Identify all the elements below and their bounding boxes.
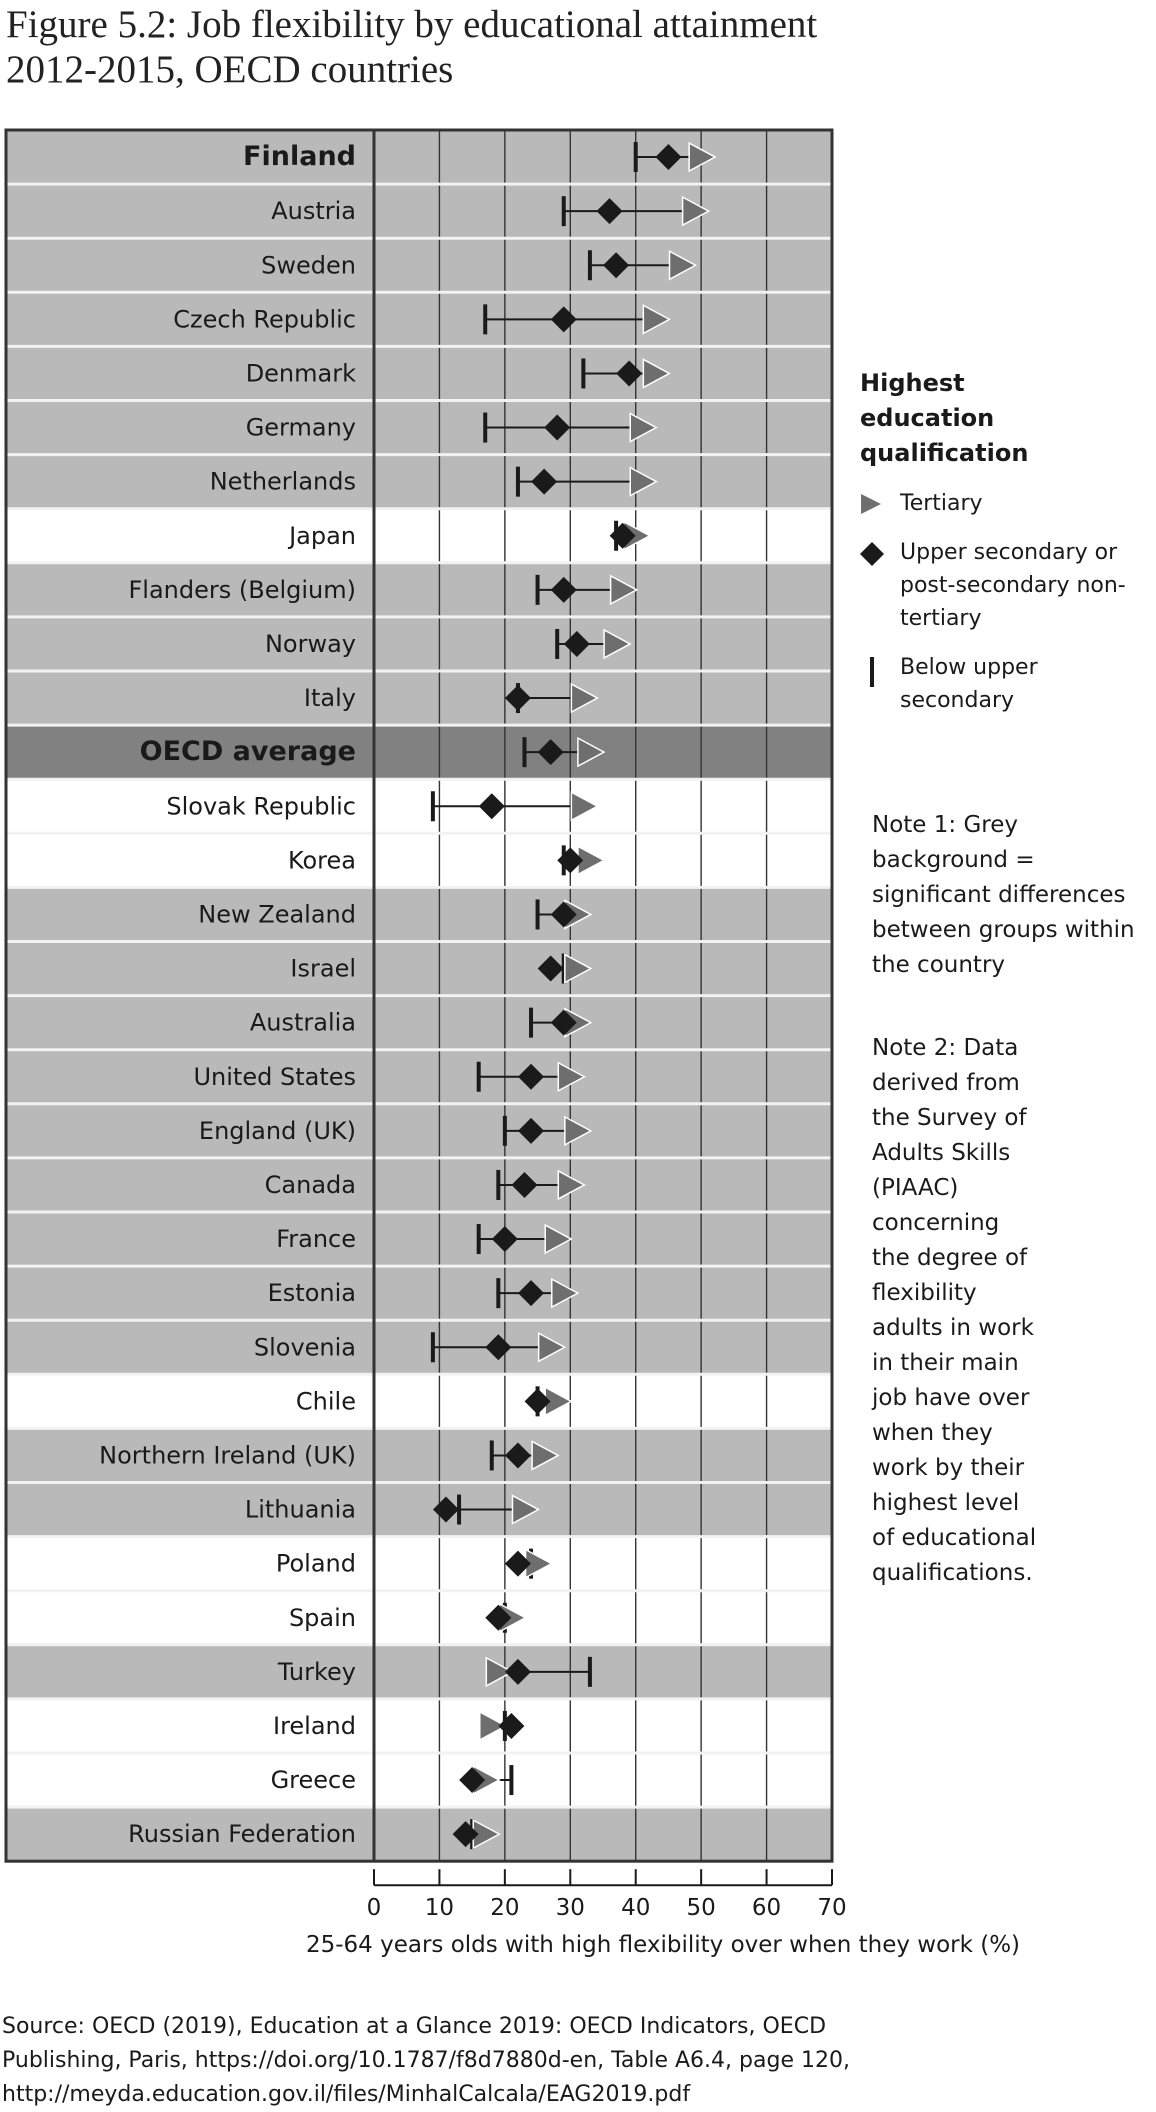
country-label: Czech Republic [173,305,356,334]
marker-below-upper-secondary [483,413,487,443]
row-background [6,455,832,509]
x-tick-label: 40 [621,1895,651,1922]
x-axis-label: 25-64 years olds with high flexibility over when they work (%) [305,1932,1021,1959]
row-background [6,1158,832,1212]
row-background [6,292,832,346]
x-tick-label: 60 [751,1895,782,1922]
country-label: Korea [287,846,356,875]
source-line-2: Publishing, Paris, https://doi.org/10.1787/f8d7880d-en, Table A6.4, page 120, [2,2048,850,2073]
marker-below-upper-secondary [477,1062,481,1092]
country-label: Sweden [261,251,356,280]
row-background [6,725,832,779]
marker-below-upper-secondary [634,142,638,172]
marker-below-upper-secondary [431,1332,435,1362]
country-label: Denmark [245,359,356,388]
country-label: Spain [288,1603,356,1632]
legend-item-tertiary [860,487,1150,520]
row-background [6,1050,832,1104]
country-label: Ireland [272,1711,356,1740]
row-background [6,996,832,1050]
marker-below-upper-secondary [581,358,585,388]
marker-below-upper-secondary [522,737,526,767]
row-background [6,1645,832,1699]
row-background [6,346,832,400]
country-label: Turkey [277,1657,356,1686]
country-label: Slovak Republic [166,792,356,821]
row-background [6,1104,832,1158]
source-line-1: Source: OECD (2019), Education at a Glance 2019: OECD Indicators, OECD [2,2014,827,2039]
country-label: Russian Federation [128,1820,356,1849]
country-label: United States [193,1062,356,1091]
x-tick-label: 20 [490,1895,520,1922]
x-tick-label: 50 [686,1895,716,1922]
notes [872,808,1152,1591]
country-label: France [276,1225,356,1254]
row-background [6,1537,832,1591]
marker-below-upper-secondary [496,1170,500,1200]
note-2: Note 2: Data derived from the Survey of Adults Skills (PIAAC) concerning the degree of flexibility adults in work in their main job have over when they work by their highest level of educational qualifications. [872,1035,1037,1586]
diamond-icon [860,542,884,566]
marker-below-upper-secondary [490,1440,494,1470]
x-tick-label: 70 [817,1895,847,1922]
figure-title-line-1: Figure 5.2: Job flexibility by educational attainment [6,3,818,46]
marker-below-upper-secondary [496,1278,500,1308]
legend-label-tertiary: Tertiary [900,491,983,516]
country-label: Poland [275,1549,356,1578]
country-label: Slovenia [253,1333,356,1362]
marker-below-upper-secondary [431,791,435,821]
country-label: Israel [290,954,356,983]
marker-below-upper-secondary [588,250,592,280]
legend [860,366,1150,717]
row-background [6,833,832,887]
row-background [6,1699,832,1753]
marker-below-upper-secondary [483,304,487,334]
marker-below-upper-secondary [477,1224,481,1254]
row-background [6,779,832,833]
country-label: Estonia [267,1279,356,1308]
country-label: Canada [264,1170,356,1199]
row-background [6,887,832,941]
row-background [6,1374,832,1428]
country-label: Northern Ireland (UK) [99,1441,356,1470]
legend-label-below-upper-secondary: Below upper secondary [900,655,1038,713]
country-label: Flanders (Belgium) [128,575,356,604]
country-label: Netherlands [209,467,356,496]
row-background [6,1591,832,1645]
source-note [2,2010,1152,2112]
legend-item-upper-secondary [860,536,1150,635]
marker-below-upper-secondary [529,1008,533,1038]
country-label: Australia [249,1008,356,1037]
x-tick-label: 0 [366,1895,382,1922]
row-background [6,238,832,292]
row-background [6,1753,832,1807]
country-label: Greece [270,1766,356,1795]
row-background [6,942,832,996]
note-1: Note 1: Grey background = significant differences between groups within the country [872,812,1135,978]
legend-item-below-upper-secondary [860,651,1150,717]
country-label: Finland [243,141,356,173]
country-label: New Zealand [198,900,356,929]
row-background [6,1320,832,1374]
row-background [6,617,832,671]
marker-below-upper-secondary [555,629,559,659]
marker-below-upper-secondary [562,196,566,226]
bar-icon [860,657,884,687]
source-line-3: http://meyda.education.gov.il/files/MinhalCalcala/EAG2019.pdf [2,2082,691,2107]
marker-below-upper-secondary [516,467,520,497]
country-label: Lithuania [244,1495,356,1524]
row-background [6,1212,832,1266]
country-label: England (UK) [198,1116,356,1145]
figure-title [6,2,986,92]
legend-label-upper-secondary: Upper secondary or post-secondary non-tertiary [900,540,1126,631]
row-background [6,1483,832,1537]
country-label: Japan [289,521,356,550]
marker-below-upper-secondary [509,1765,513,1795]
row-background [6,509,832,563]
row-background [6,1266,832,1320]
x-tick-label: 10 [424,1895,455,1922]
marker-below-upper-secondary [503,1116,507,1146]
x-tick-label: 30 [555,1895,585,1922]
country-label: Norway [264,629,356,658]
triangle-right-icon [860,493,882,515]
marker-below-upper-secondary [588,1657,592,1687]
figure-title-line-2: 2012-2015, OECD countries [6,48,454,91]
country-label: Austria [271,197,356,226]
country-label: Italy [303,684,356,713]
row-background [6,671,832,725]
marker-below-upper-secondary [536,899,540,929]
country-label: Chile [295,1387,356,1416]
country-label: OECD average [139,736,356,768]
marker-below-upper-secondary [536,575,540,605]
row-background [6,401,832,455]
country-label: Germany [245,413,356,442]
legend-title: Highest education qualification [860,369,1029,467]
